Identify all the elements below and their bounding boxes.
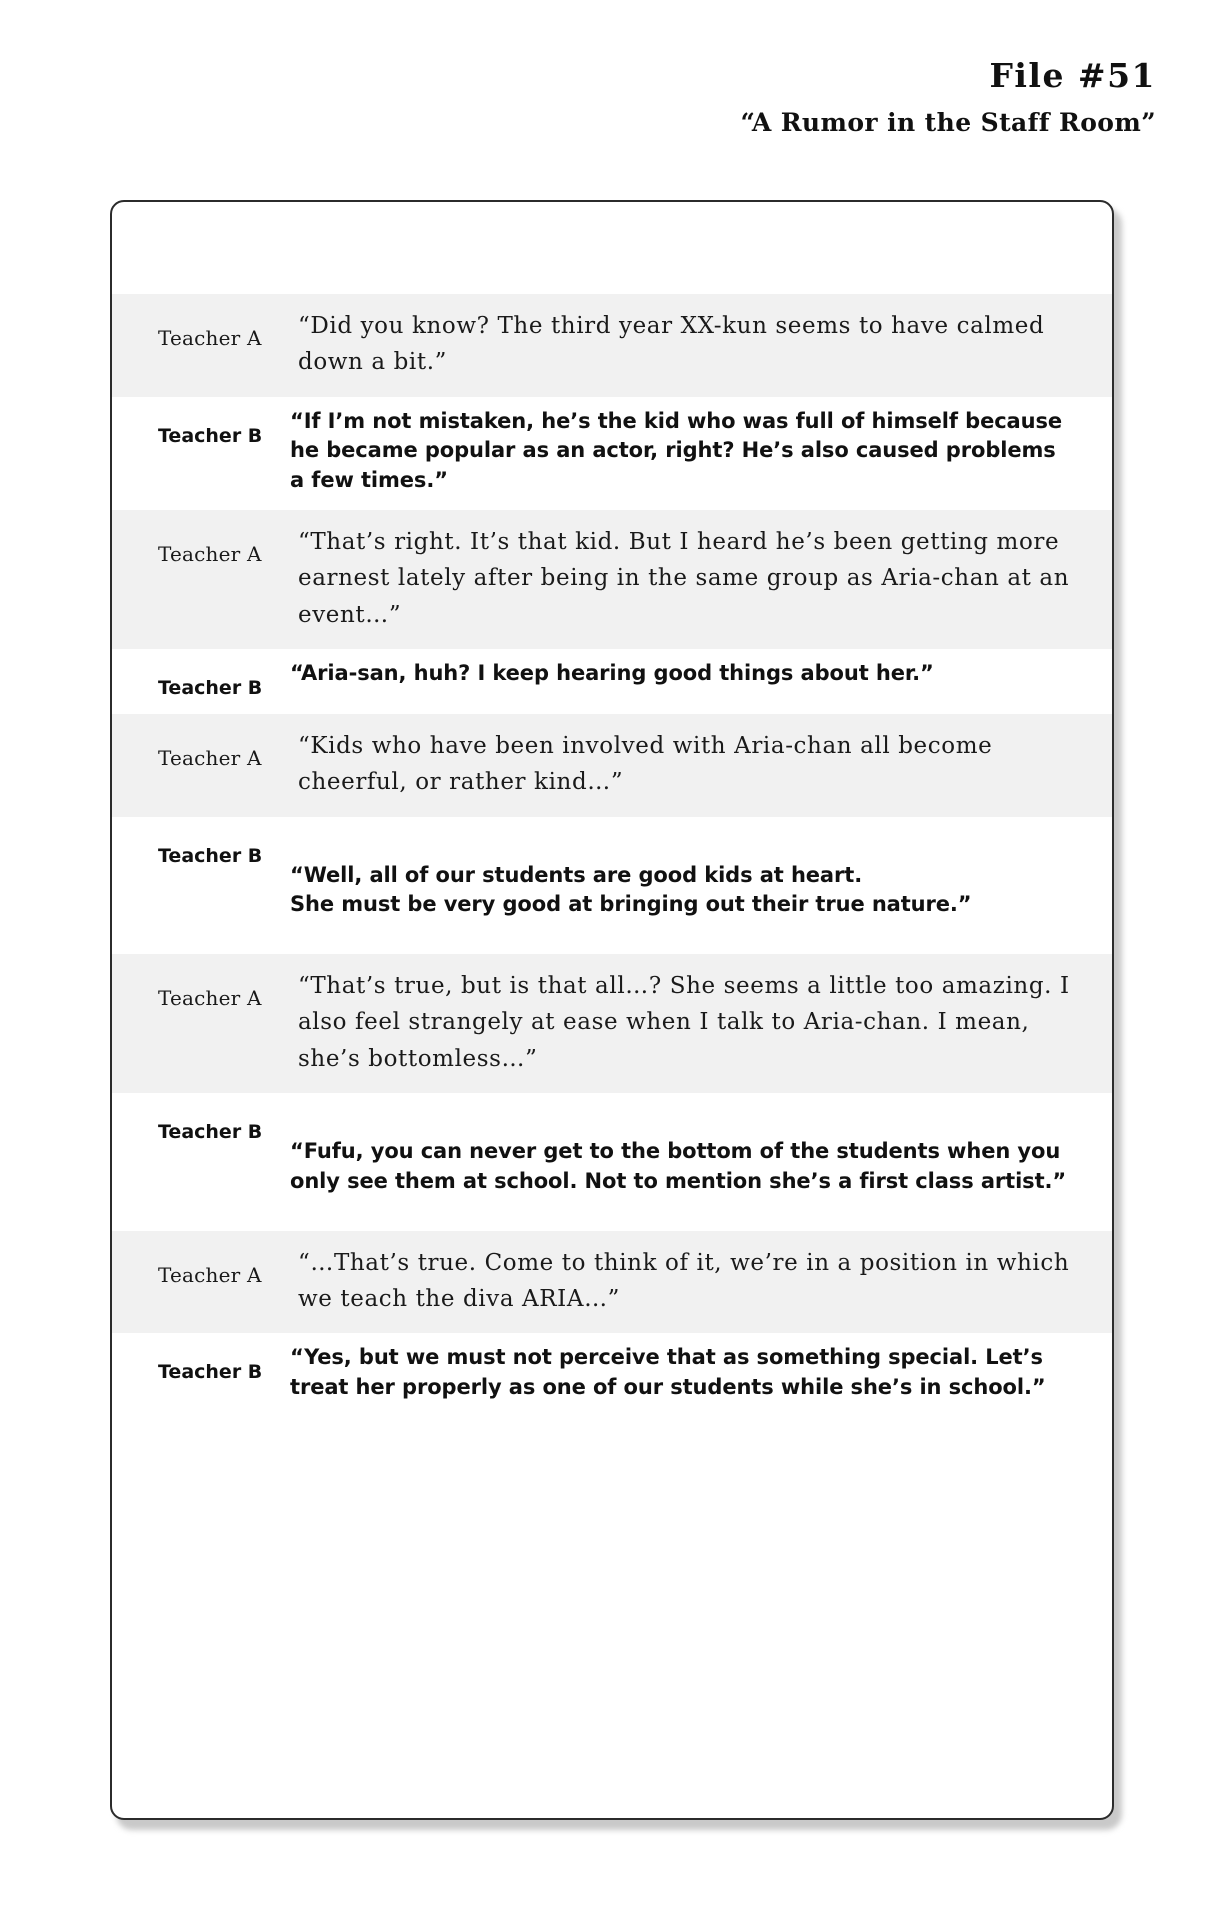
speaker-label: Teacher B — [158, 1121, 263, 1144]
dialogue-text: “Kids who have been involved with Aria-chan all become cheerful, or rather kind…” — [298, 732, 993, 796]
card-body — [110, 200, 1114, 1820]
dialogue-text: “…That’s true. Come to think of it, we’re in a position in which we teach the diva ARIA…” — [298, 1249, 1070, 1313]
dialogue-text: “Yes, but we must not perceive that as something special. Let’s treat her properly as one of our students while she’s in school.” — [290, 1345, 1046, 1400]
dialogue-row — [112, 649, 1112, 714]
dialogue-row — [112, 714, 1112, 817]
dialogue-row — [112, 510, 1112, 649]
dialogue-text: “That’s right. It’s that kid. But I heard he’s been getting more earnest lately after being in the same group as Aria-chan at an event…” — [298, 529, 1070, 628]
speaker-label: Teacher A — [158, 542, 262, 567]
dialogue-text: “That’s true, but is that all…? She seems a little too amazing. I also feel strangely at ease when I talk to Aria-chan. I mean, she’s bottomless…” — [298, 973, 1070, 1072]
dialogue-card — [110, 200, 1122, 1830]
dialogue-text: “If I’m not mistaken, he’s the kid who was full of himself because he became popular as an actor, right? He’s also caused problems a few times.” — [290, 408, 1063, 493]
dialogue-row — [112, 1333, 1112, 1417]
page-header — [741, 58, 1156, 137]
dialogue-row — [112, 954, 1112, 1093]
speaker-label: Teacher A — [158, 1262, 262, 1287]
speaker-label: Teacher B — [158, 844, 263, 867]
dialogue-row — [112, 294, 1112, 397]
speaker-label: Teacher B — [158, 1361, 263, 1384]
dialogue-text: “Did you know? The third year XX-kun seems to have calmed down a bit.” — [298, 313, 1045, 376]
dialogue-list — [112, 294, 1112, 1417]
speaker-label: Teacher A — [158, 326, 262, 350]
dialogue-row — [112, 1231, 1112, 1334]
file-number: File #51 — [989, 56, 1156, 95]
dialogue-row — [112, 397, 1112, 510]
dialogue-row — [112, 1093, 1112, 1231]
dialogue-row — [112, 817, 1112, 955]
dialogue-text: “Aria-san, huh? I keep hearing good things about her.” — [290, 661, 934, 686]
dialogue-text: “Well, all of our students are good kids at heart. She must be very good at bringing out their true nature.” — [290, 862, 972, 917]
dialogue-text: “Fufu, you can never get to the bottom of the students when you only see them at school. Not to mention she’s a first class artist.” — [290, 1139, 1067, 1193]
speaker-label: Teacher A — [158, 986, 262, 1011]
page-title: “A Rumor in the Staff Room” — [740, 108, 1156, 138]
speaker-label: Teacher B — [158, 677, 263, 700]
speaker-label: Teacher B — [158, 424, 263, 447]
speaker-label: Teacher A — [158, 745, 262, 770]
